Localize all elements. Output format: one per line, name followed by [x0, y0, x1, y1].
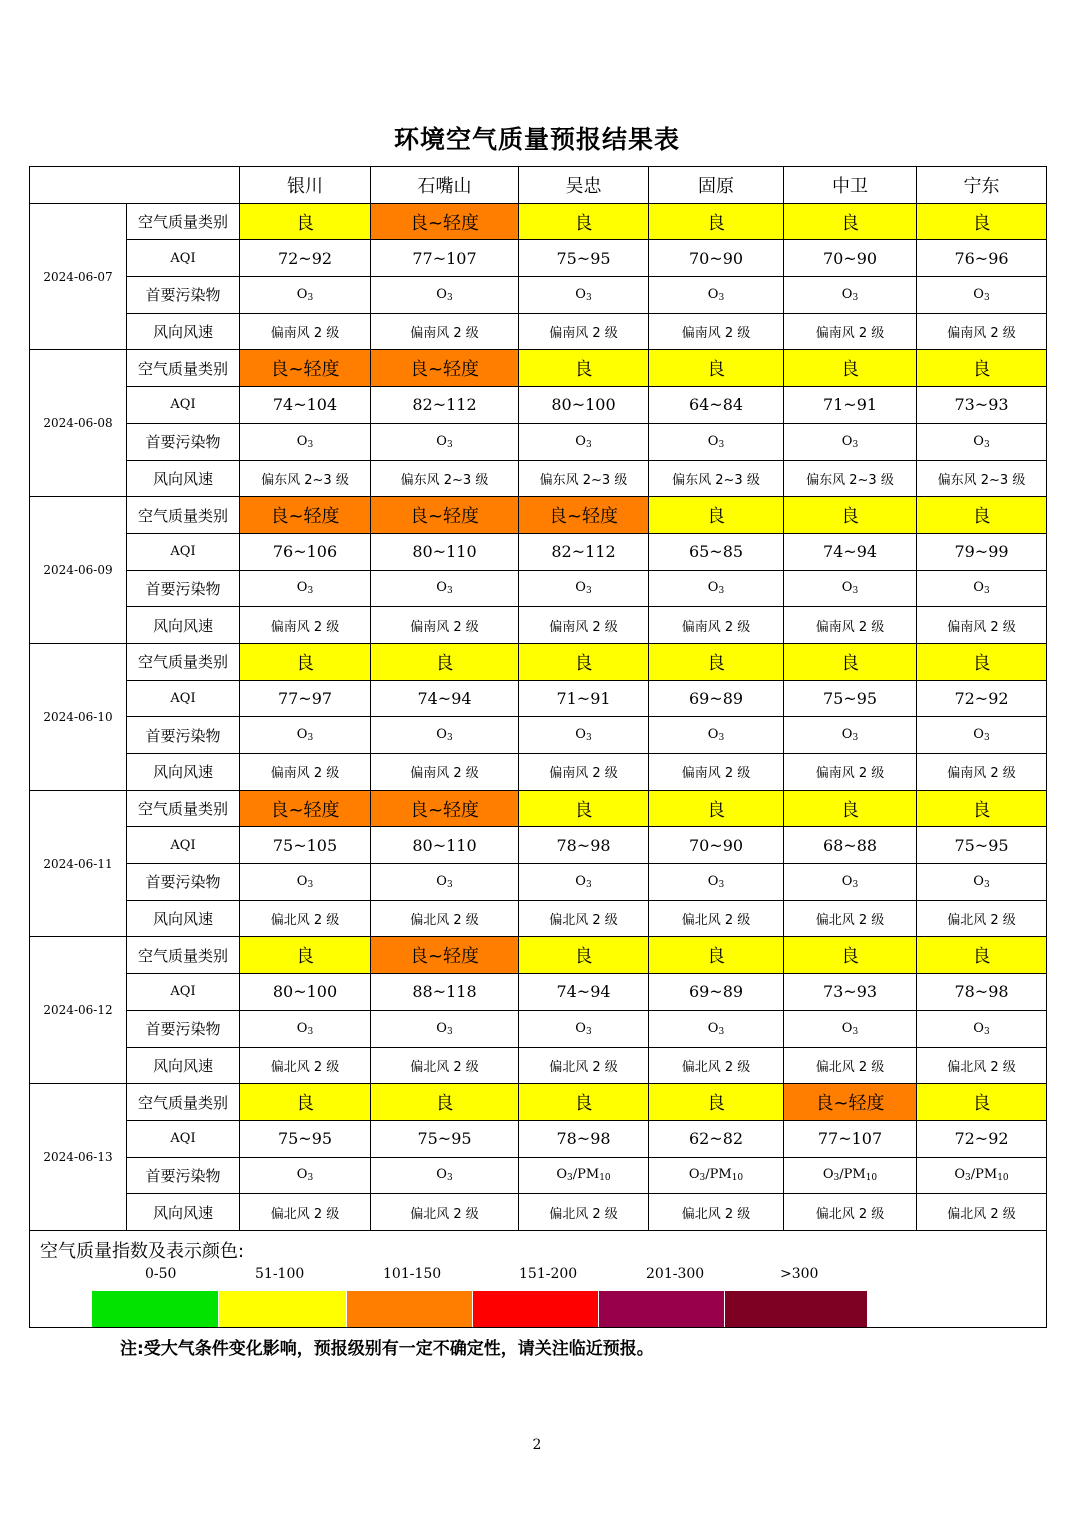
primary-pollutant-cell: $O_3$ — [649, 423, 784, 460]
legend-range-label: >300 — [780, 1265, 819, 1282]
aqi-range-cell: 69~89 — [649, 974, 784, 1011]
table-row — [30, 497, 1047, 534]
wind-cell: 偏南风 2 级 — [371, 313, 519, 350]
table-row — [30, 313, 1047, 350]
aqi-range-cell: 74~94 — [519, 974, 649, 1011]
aqi-category-cell: 良~轻度 — [240, 790, 371, 827]
city-header: 银川 — [240, 167, 371, 204]
table-row — [30, 864, 1047, 901]
aqi-range-cell: 80~110 — [371, 533, 519, 570]
forecast-date: 2024-06-11 — [30, 790, 127, 937]
wind-cell: 偏北风 2 级 — [371, 1194, 519, 1231]
primary-pollutant-cell: $O_3$ — [371, 423, 519, 460]
legend-swatch-orange — [347, 1291, 472, 1327]
aqi-category-cell: 良 — [649, 790, 784, 827]
aqi-range-cell: 71~91 — [519, 680, 649, 717]
row-label-wind: 风向风速 — [127, 900, 240, 937]
aqi-category-cell: 良 — [917, 937, 1047, 974]
row-label-wind: 风向风速 — [127, 460, 240, 497]
aqi-category-cell: 良~轻度 — [519, 497, 649, 534]
primary-pollutant-cell: $O_3$ — [371, 1157, 519, 1194]
legend-range-label: 151-200 — [519, 1265, 578, 1282]
aqi-category-cell: 良 — [519, 203, 649, 240]
wind-cell: 偏北风 2 级 — [917, 1047, 1047, 1084]
aqi-range-cell: 71~91 — [784, 387, 917, 424]
aqi-range-cell: 78~98 — [917, 974, 1047, 1011]
aqi-category-cell: 良 — [240, 937, 371, 974]
legend — [30, 1230, 1047, 1327]
aqi-range-cell: 78~98 — [519, 827, 649, 864]
wind-cell: 偏北风 2 级 — [240, 900, 371, 937]
wind-cell: 偏北风 2 级 — [240, 1194, 371, 1231]
forecast-body — [30, 203, 1047, 1230]
aqi-range-cell: 75~95 — [784, 680, 917, 717]
table-row — [30, 900, 1047, 937]
primary-pollutant-cell: $O_3$ — [649, 864, 784, 901]
table-row — [30, 387, 1047, 424]
wind-cell: 偏南风 2 级 — [519, 313, 649, 350]
wind-cell: 偏南风 2 级 — [371, 607, 519, 644]
table-row — [30, 680, 1047, 717]
aqi-category-cell: 良 — [649, 350, 784, 387]
table-row — [30, 937, 1047, 974]
aqi-category-cell: 良 — [649, 203, 784, 240]
wind-cell: 偏南风 2 级 — [917, 607, 1047, 644]
wind-cell: 偏南风 2 级 — [519, 754, 649, 791]
forecast-date: 2024-06-10 — [30, 643, 127, 790]
forecast-date: 2024-06-09 — [30, 497, 127, 644]
wind-cell: 偏东风 2~3 级 — [519, 460, 649, 497]
aqi-category-cell: 良 — [649, 497, 784, 534]
primary-pollutant-cell: $O_3$ — [649, 277, 784, 314]
primary-pollutant-cell: $O_3$ — [784, 570, 917, 607]
legend-swatch-red — [473, 1291, 598, 1327]
aqi-category-cell: 良 — [784, 790, 917, 827]
table-row — [30, 460, 1047, 497]
row-label-aqi: AQI — [127, 827, 240, 864]
table-row — [30, 350, 1047, 387]
aqi-range-cell: 80~100 — [519, 387, 649, 424]
row-label-wind: 风向风速 — [127, 607, 240, 644]
row-label-category: 空气质量类别 — [127, 643, 240, 680]
row-label-category: 空气质量类别 — [127, 1084, 240, 1121]
aqi-range-cell: 78~98 — [519, 1120, 649, 1157]
legend-range-label: 51-100 — [255, 1265, 305, 1282]
legend-swatch-maroon — [725, 1291, 867, 1327]
wind-cell: 偏南风 2 级 — [784, 607, 917, 644]
wind-cell: 偏东风 2~3 级 — [784, 460, 917, 497]
aqi-range-cell: 80~100 — [240, 974, 371, 1011]
primary-pollutant-cell: $O_3$ — [649, 717, 784, 754]
aqi-range-cell: 73~93 — [784, 974, 917, 1011]
primary-pollutant-cell: $O_3/PM_{10}$ — [519, 1157, 649, 1194]
aqi-category-cell: 良 — [784, 937, 917, 974]
aqi-category-cell: 良 — [371, 643, 519, 680]
legend-title: 空气质量指数及表示颜色: — [40, 1240, 245, 1262]
aqi-range-cell: 80~110 — [371, 827, 519, 864]
aqi-range-cell: 70~90 — [649, 827, 784, 864]
wind-cell: 偏北风 2 级 — [519, 1047, 649, 1084]
aqi-range-cell: 82~112 — [371, 387, 519, 424]
row-label-aqi: AQI — [127, 387, 240, 424]
primary-pollutant-cell: $O_3/PM_{10}$ — [649, 1157, 784, 1194]
wind-cell: 偏北风 2 级 — [649, 1194, 784, 1231]
city-header: 固原 — [649, 167, 784, 204]
aqi-range-cell: 74~104 — [240, 387, 371, 424]
aqi-category-cell: 良 — [917, 790, 1047, 827]
wind-cell: 偏北风 2 级 — [784, 1047, 917, 1084]
row-label-pollutant: 首要污染物 — [127, 277, 240, 314]
aqi-range-cell: 82~112 — [519, 533, 649, 570]
primary-pollutant-cell: $O_3/PM_{10}$ — [917, 1157, 1047, 1194]
primary-pollutant-cell: $O_3$ — [917, 1010, 1047, 1047]
wind-cell: 偏南风 2 级 — [240, 313, 371, 350]
aqi-range-cell: 88~118 — [371, 974, 519, 1011]
aqi-range-cell: 72~92 — [917, 680, 1047, 717]
primary-pollutant-cell: $O_3$ — [240, 1157, 371, 1194]
primary-pollutant-cell: $O_3$ — [519, 864, 649, 901]
wind-cell: 偏东风 2~3 级 — [371, 460, 519, 497]
row-label-category: 空气质量类别 — [127, 497, 240, 534]
aqi-category-cell: 良 — [784, 203, 917, 240]
primary-pollutant-cell: $O_3$ — [519, 423, 649, 460]
wind-cell: 偏北风 2 级 — [240, 1047, 371, 1084]
row-label-wind: 风向风速 — [127, 1194, 240, 1231]
aqi-category-cell: 良 — [649, 937, 784, 974]
wind-cell: 偏南风 2 级 — [371, 754, 519, 791]
row-label-pollutant: 首要污染物 — [127, 570, 240, 607]
legend-range-label: 101-150 — [383, 1265, 442, 1282]
primary-pollutant-cell: $O_3$ — [784, 717, 917, 754]
row-label-pollutant: 首要污染物 — [127, 1157, 240, 1194]
aqi-range-cell: 72~92 — [917, 1120, 1047, 1157]
aqi-category-cell: 良~轻度 — [240, 497, 371, 534]
primary-pollutant-cell: $O_3$ — [784, 423, 917, 460]
aqi-range-cell: 64~84 — [649, 387, 784, 424]
aqi-range-cell: 75~95 — [519, 240, 649, 277]
aqi-range-cell: 76~106 — [240, 533, 371, 570]
aqi-category-cell: 良 — [649, 1084, 784, 1121]
aqi-range-cell: 74~94 — [371, 680, 519, 717]
primary-pollutant-cell: $O_3$ — [917, 864, 1047, 901]
wind-cell: 偏北风 2 级 — [519, 900, 649, 937]
aqi-range-cell: 70~90 — [649, 240, 784, 277]
wind-cell: 偏北风 2 级 — [519, 1194, 649, 1231]
legend-swatch-yellow — [219, 1291, 346, 1327]
table-row — [30, 240, 1047, 277]
aqi-category-cell: 良~轻度 — [371, 790, 519, 827]
primary-pollutant-cell: $O_3/PM_{10}$ — [784, 1157, 917, 1194]
wind-cell: 偏北风 2 级 — [649, 1047, 784, 1084]
aqi-category-cell: 良 — [784, 643, 917, 680]
forecast-date: 2024-06-07 — [30, 203, 127, 350]
wind-cell: 偏南风 2 级 — [519, 607, 649, 644]
primary-pollutant-cell: $O_3$ — [240, 864, 371, 901]
aqi-category-cell: 良 — [917, 497, 1047, 534]
primary-pollutant-cell: $O_3$ — [371, 864, 519, 901]
primary-pollutant-cell: $O_3$ — [240, 717, 371, 754]
aqi-category-cell: 良 — [240, 203, 371, 240]
primary-pollutant-cell: $O_3$ — [519, 717, 649, 754]
primary-pollutant-cell: $O_3$ — [917, 277, 1047, 314]
row-label-pollutant: 首要污染物 — [127, 717, 240, 754]
table-row — [30, 643, 1047, 680]
table-row — [30, 1120, 1047, 1157]
aqi-category-cell: 良 — [519, 643, 649, 680]
row-label-wind: 风向风速 — [127, 1047, 240, 1084]
table-row — [30, 533, 1047, 570]
legend-swatch-green — [92, 1291, 218, 1327]
aqi-range-cell: 75~105 — [240, 827, 371, 864]
primary-pollutant-cell: $O_3$ — [371, 570, 519, 607]
wind-cell: 偏南风 2 级 — [917, 313, 1047, 350]
aqi-category-cell: 良 — [519, 1084, 649, 1121]
city-header: 吴忠 — [519, 167, 649, 204]
table-row — [30, 1047, 1047, 1084]
row-label-category: 空气质量类别 — [127, 203, 240, 240]
primary-pollutant-cell: $O_3$ — [371, 277, 519, 314]
wind-cell: 偏南风 2 级 — [917, 754, 1047, 791]
legend-range-label: 0-50 — [145, 1265, 177, 1282]
wind-cell: 偏南风 2 级 — [649, 607, 784, 644]
wind-cell: 偏北风 2 级 — [649, 900, 784, 937]
aqi-category-cell: 良 — [917, 203, 1047, 240]
wind-cell: 偏东风 2~3 级 — [917, 460, 1047, 497]
page-title: 环境空气质量预报结果表 — [393, 125, 680, 154]
aqi-range-cell: 73~93 — [917, 387, 1047, 424]
wind-cell: 偏北风 2 级 — [917, 1194, 1047, 1231]
primary-pollutant-cell: $O_3$ — [240, 277, 371, 314]
aqi-category-cell: 良 — [649, 643, 784, 680]
row-label-aqi: AQI — [127, 974, 240, 1011]
aqi-category-cell: 良 — [519, 350, 649, 387]
primary-pollutant-cell: $O_3$ — [371, 717, 519, 754]
primary-pollutant-cell: $O_3$ — [240, 1010, 371, 1047]
row-label-aqi: AQI — [127, 1120, 240, 1157]
primary-pollutant-cell: $O_3$ — [519, 1010, 649, 1047]
primary-pollutant-cell: $O_3$ — [784, 1010, 917, 1047]
aqi-range-cell: 69~89 — [649, 680, 784, 717]
city-header: 石嘴山 — [371, 167, 519, 204]
wind-cell: 偏南风 2 级 — [784, 754, 917, 791]
row-label-pollutant: 首要污染物 — [127, 423, 240, 460]
table-row — [30, 203, 1047, 240]
wind-cell: 偏南风 2 级 — [784, 313, 917, 350]
wind-cell: 偏北风 2 级 — [371, 900, 519, 937]
city-header-row — [30, 167, 1047, 204]
aqi-category-cell: 良~轻度 — [371, 350, 519, 387]
aqi-range-cell: 72~92 — [240, 240, 371, 277]
primary-pollutant-cell: $O_3$ — [519, 570, 649, 607]
wind-cell: 偏南风 2 级 — [240, 754, 371, 791]
aqi-category-cell: 良~轻度 — [371, 937, 519, 974]
aqi-range-cell: 79~99 — [917, 533, 1047, 570]
primary-pollutant-cell: $O_3$ — [784, 277, 917, 314]
legend-range-label: 201-300 — [646, 1265, 705, 1282]
row-label-aqi: AQI — [127, 680, 240, 717]
primary-pollutant-cell: $O_3$ — [519, 277, 649, 314]
forecast-date: 2024-06-13 — [30, 1084, 127, 1231]
table-row — [30, 607, 1047, 644]
forecast-note: 注:受大气条件变化影响，预报级别有一定不确定性，请关注临近预报。 — [120, 1339, 654, 1359]
aqi-category-cell: 良 — [519, 937, 649, 974]
primary-pollutant-cell: $O_3$ — [784, 864, 917, 901]
primary-pollutant-cell: $O_3$ — [917, 570, 1047, 607]
table-row — [30, 423, 1047, 460]
aqi-range-cell: 75~95 — [917, 827, 1047, 864]
aqi-range-cell: 75~95 — [371, 1120, 519, 1157]
aqi-range-cell: 62~82 — [649, 1120, 784, 1157]
primary-pollutant-cell: $O_3$ — [917, 423, 1047, 460]
table-row — [30, 1194, 1047, 1231]
aqi-category-cell: 良 — [917, 643, 1047, 680]
row-label-aqi: AQI — [127, 533, 240, 570]
aqi-category-cell: 良~轻度 — [371, 497, 519, 534]
aqi-category-cell: 良 — [784, 350, 917, 387]
aqi-range-cell: 68~88 — [784, 827, 917, 864]
table-row — [30, 277, 1047, 314]
table-row — [30, 1010, 1047, 1047]
aqi-category-cell: 良~轻度 — [240, 350, 371, 387]
wind-cell: 偏北风 2 级 — [371, 1047, 519, 1084]
aqi-range-cell: 76~96 — [917, 240, 1047, 277]
aqi-category-cell: 良 — [784, 497, 917, 534]
row-label-aqi: AQI — [127, 240, 240, 277]
aqi-range-cell: 70~90 — [784, 240, 917, 277]
row-label-category: 空气质量类别 — [127, 790, 240, 827]
header-corner — [30, 167, 240, 204]
legend-row — [30, 1230, 1047, 1327]
aqi-category-cell: 良~轻度 — [784, 1084, 917, 1121]
table-row — [30, 790, 1047, 827]
city-header: 宁东 — [917, 167, 1047, 204]
primary-pollutant-cell: $O_3$ — [240, 570, 371, 607]
table-row — [30, 1084, 1047, 1121]
row-label-pollutant: 首要污染物 — [127, 864, 240, 901]
aqi-category-cell: 良 — [917, 350, 1047, 387]
table-row — [30, 1157, 1047, 1194]
row-label-wind: 风向风速 — [127, 313, 240, 350]
wind-cell: 偏北风 2 级 — [917, 900, 1047, 937]
primary-pollutant-cell: $O_3$ — [240, 423, 371, 460]
aqi-range-cell: 77~107 — [784, 1120, 917, 1157]
forecast-table — [29, 166, 1047, 1328]
wind-cell: 偏南风 2 级 — [649, 313, 784, 350]
aqi-range-cell: 74~94 — [784, 533, 917, 570]
forecast-date: 2024-06-12 — [30, 937, 127, 1084]
aqi-category-cell: 良 — [240, 643, 371, 680]
city-header: 中卫 — [784, 167, 917, 204]
aqi-range-cell: 77~107 — [371, 240, 519, 277]
row-label-category: 空气质量类别 — [127, 350, 240, 387]
wind-cell: 偏南风 2 级 — [240, 607, 371, 644]
wind-cell: 偏东风 2~3 级 — [240, 460, 371, 497]
table-row — [30, 717, 1047, 754]
table-row — [30, 974, 1047, 1011]
row-label-wind: 风向风速 — [127, 754, 240, 791]
primary-pollutant-cell: $O_3$ — [371, 1010, 519, 1047]
aqi-category-cell: 良 — [240, 1084, 371, 1121]
row-label-category: 空气质量类别 — [127, 937, 240, 974]
table-row — [30, 754, 1047, 791]
aqi-category-cell: 良 — [519, 790, 649, 827]
aqi-range-cell: 77~97 — [240, 680, 371, 717]
aqi-category-cell: 良~轻度 — [371, 203, 519, 240]
wind-cell: 偏北风 2 级 — [784, 900, 917, 937]
aqi-range-cell: 75~95 — [240, 1120, 371, 1157]
primary-pollutant-cell: $O_3$ — [649, 1010, 784, 1047]
aqi-category-cell: 良 — [371, 1084, 519, 1121]
row-label-pollutant: 首要污染物 — [127, 1010, 240, 1047]
primary-pollutant-cell: $O_3$ — [917, 717, 1047, 754]
wind-cell: 偏南风 2 级 — [649, 754, 784, 791]
aqi-category-cell: 良 — [917, 1084, 1047, 1121]
table-row — [30, 570, 1047, 607]
forecast-date: 2024-06-08 — [30, 350, 127, 497]
table-row — [30, 827, 1047, 864]
page-number: 2 — [532, 1437, 542, 1453]
wind-cell: 偏北风 2 级 — [784, 1194, 917, 1231]
primary-pollutant-cell: $O_3$ — [649, 570, 784, 607]
wind-cell: 偏东风 2~3 级 — [649, 460, 784, 497]
aqi-range-cell: 65~85 — [649, 533, 784, 570]
legend-swatch-purple — [599, 1291, 724, 1327]
